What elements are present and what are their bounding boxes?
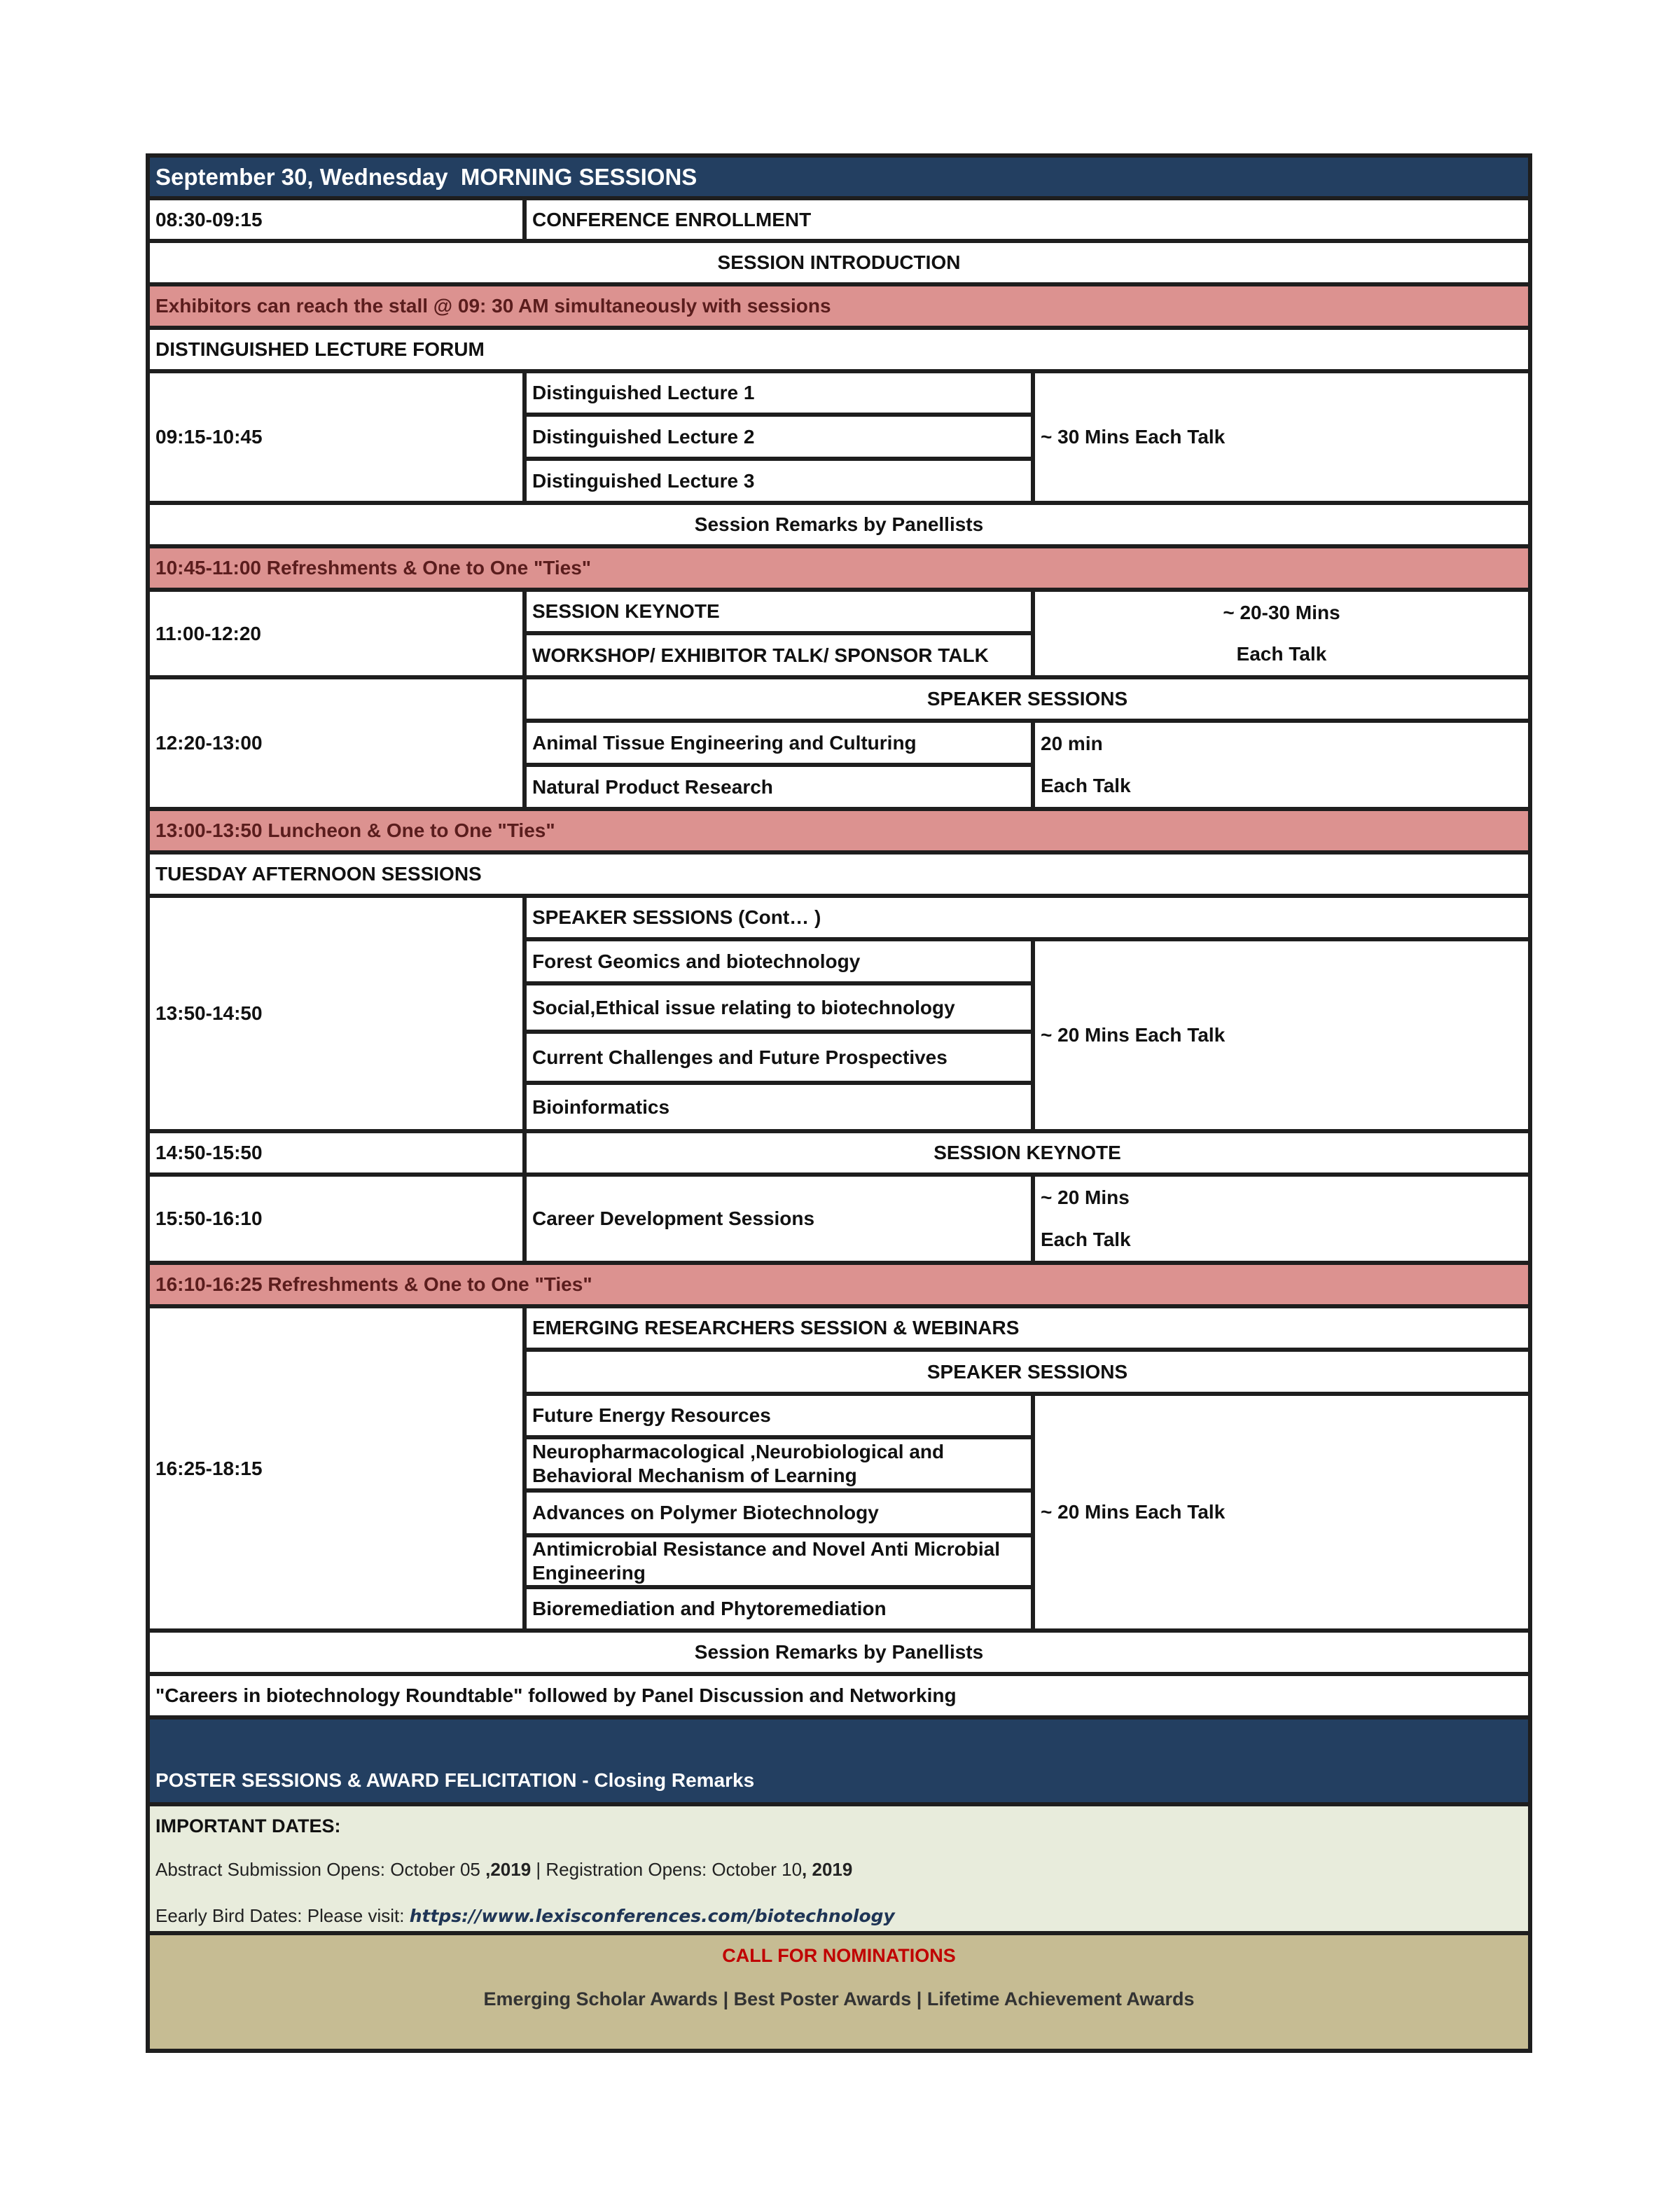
poster-sessions-row: POSTER SESSIONS & AWARD FELICITATION - Closing Remarks bbox=[150, 1720, 1528, 1802]
session-introduction: SESSION INTRODUCTION bbox=[150, 243, 1528, 282]
important-dates-box bbox=[150, 1806, 1528, 1931]
distinguished-lecture-1: Distinguished Lecture 1 bbox=[527, 373, 1031, 413]
topic-neuropharmacological: Neuropharmacological ,Neurobiological and Behavioral Mechanism of Learning bbox=[527, 1439, 1031, 1488]
speaker-block-1-time: 12:20-13:00 bbox=[150, 679, 522, 807]
keynote-duration-line-1: ~ 20-30 Mins bbox=[1223, 601, 1340, 623]
session-keynote: SESSION KEYNOTE bbox=[527, 592, 1031, 631]
speaker-sessions-cont-title: SPEAKER SESSIONS (Cont… ) bbox=[527, 898, 1528, 937]
early-bird-link[interactable]: https://www.lexisconferences.com/biotechnology bbox=[409, 1906, 895, 1926]
early-bird-line bbox=[150, 1904, 895, 1928]
emerging-speaker-sessions: SPEAKER SESSIONS bbox=[527, 1352, 1528, 1392]
abstract-label: Abstract Submission Opens: October 05 bbox=[155, 1859, 486, 1880]
emerging-title: EMERGING RESEARCHERS SESSION & WEBINARS bbox=[527, 1308, 1528, 1348]
career-duration bbox=[1035, 1177, 1528, 1261]
emerging-time: 16:25-18:15 bbox=[150, 1308, 522, 1628]
emerging-duration: ~ 20 Mins Each Talk bbox=[1035, 1396, 1528, 1628]
abstract-registration-line bbox=[150, 1858, 852, 1881]
career-duration-line-2: Each Talk bbox=[1041, 1229, 1131, 1250]
early-bird-label: Eearly Bird Dates: Please visit: bbox=[155, 1905, 410, 1926]
keynote-duration-line-2: Each Talk bbox=[1236, 643, 1327, 665]
awards-list: Emerging Scholar Awards | Best Poster Awards | Lifetime Achievement Awards bbox=[483, 1988, 1195, 2009]
registration-label: | Registration Opens: October 10 bbox=[531, 1859, 803, 1880]
distinguished-lecture-2: Distinguished Lecture 2 bbox=[527, 417, 1031, 457]
registration-year: , 2019 bbox=[802, 1859, 853, 1880]
speaker-duration-line-1: 20 min bbox=[1041, 733, 1103, 754]
nominations-box bbox=[150, 1935, 1528, 2049]
roundtable-row: "Careers in biotechnology Roundtable" followed by Panel Discussion and Networking bbox=[150, 1676, 1528, 1715]
speaker-topic-animal-tissue: Animal Tissue Engineering and Culturing bbox=[527, 723, 1031, 763]
speaker-block-2-duration: ~ 20 Mins Each Talk bbox=[1035, 941, 1528, 1129]
morning-header bbox=[150, 158, 1528, 196]
career-time: 15:50-16:10 bbox=[150, 1177, 522, 1261]
refreshments-break-1: 10:45-11:00 Refreshments & One to One "Ties" bbox=[150, 548, 1528, 588]
topic-bioinformatics: Bioinformatics bbox=[527, 1085, 1031, 1129]
exhibitors-note: Exhibitors can reach the stall @ 09: 30 AM simultaneously with sessions bbox=[150, 286, 1528, 326]
speaker-sessions-title: SPEAKER SESSIONS bbox=[527, 679, 1528, 719]
abstract-year: ,2019 bbox=[485, 1859, 532, 1880]
topic-polymer-biotech: Advances on Polymer Biotechnology bbox=[527, 1493, 1031, 1533]
luncheon-break: 13:00-13:50 Luncheon & One to One "Ties" bbox=[150, 811, 1528, 850]
keynote-2-label: SESSION KEYNOTE bbox=[527, 1133, 1528, 1172]
topic-current-challenges: Current Challenges and Future Prospectives bbox=[527, 1034, 1031, 1081]
keynote-2-time: 14:50-15:50 bbox=[150, 1133, 522, 1172]
distinguished-time: 09:15-10:45 bbox=[150, 373, 522, 501]
topic-future-energy: Future Energy Resources bbox=[527, 1396, 1031, 1435]
speaker-block-1-duration bbox=[1035, 723, 1528, 807]
schedule-table bbox=[146, 153, 1532, 2053]
keynote-block-time: 11:00-12:20 bbox=[150, 592, 522, 675]
keynote-block-duration bbox=[1035, 592, 1528, 675]
enrollment-label: CONFERENCE ENROLLMENT bbox=[527, 200, 1528, 239]
career-duration-line-1: ~ 20 Mins bbox=[1041, 1186, 1130, 1208]
speaker-block-2-time: 13:50-14:50 bbox=[150, 898, 522, 1129]
career-label: Career Development Sessions bbox=[527, 1177, 1031, 1261]
refreshments-break-2: 16:10-16:25 Refreshments & One to One "Ties" bbox=[150, 1265, 1528, 1304]
enrollment-time: 08:30-09:15 bbox=[150, 200, 522, 239]
distinguished-lecture-3: Distinguished Lecture 3 bbox=[527, 461, 1031, 501]
topic-bioremediation: Bioremediation and Phytoremediation bbox=[527, 1589, 1031, 1628]
nominations-title: CALL FOR NOMINATIONS bbox=[722, 1945, 956, 1966]
session-remarks-1: Session Remarks by Panellists bbox=[150, 505, 1528, 544]
session-remarks-2: Session Remarks by Panellists bbox=[150, 1633, 1528, 1672]
topic-social-ethical: Social,Ethical issue relating to biotechnology bbox=[527, 985, 1031, 1030]
speaker-duration-line-2: Each Talk bbox=[1041, 775, 1131, 796]
speaker-topic-natural-product: Natural Product Research bbox=[527, 767, 1031, 807]
distinguished-forum-title: DISTINGUISHED LECTURE FORUM bbox=[150, 330, 1528, 369]
important-dates-title: IMPORTANT DATES: bbox=[155, 1815, 341, 1836]
distinguished-duration: ~ 30 Mins Each Talk bbox=[1035, 373, 1528, 501]
afternoon-sessions-title: TUESDAY AFTERNOON SESSIONS bbox=[150, 855, 1528, 894]
header-date: September 30, Wednesday bbox=[155, 163, 448, 190]
topic-antimicrobial: Antimicrobial Resistance and Novel Anti Microbial Engineering bbox=[527, 1537, 1031, 1585]
header-label: MORNING SESSIONS bbox=[460, 163, 697, 190]
workshop-talk: WORKSHOP/ EXHIBITOR TALK/ SPONSOR TALK bbox=[527, 635, 1031, 675]
topic-forest-geomics: Forest Geomics and biotechnology bbox=[527, 941, 1031, 981]
